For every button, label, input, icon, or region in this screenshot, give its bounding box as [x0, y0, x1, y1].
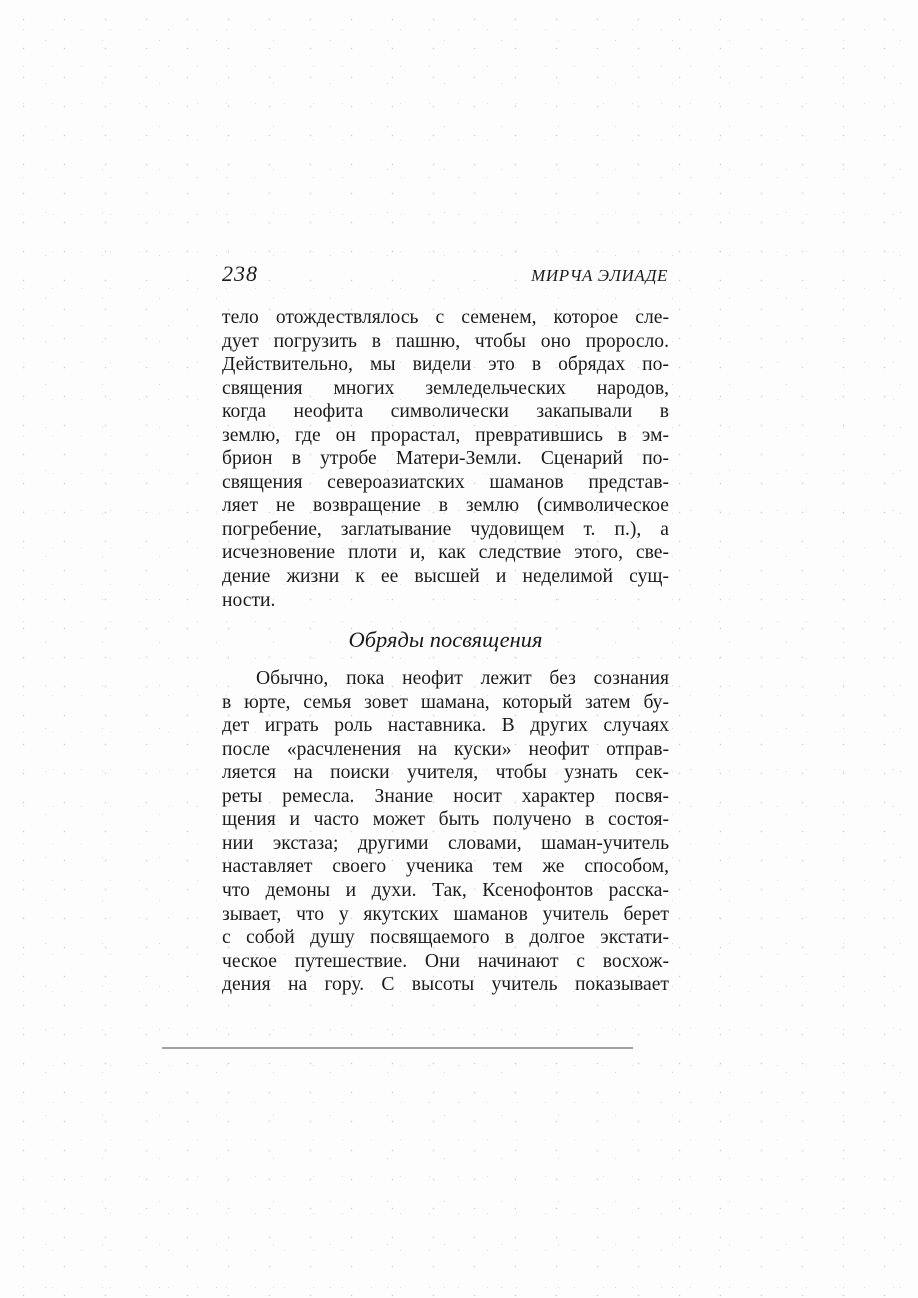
- text-line: тело отождествлялось с семенем, которое сле-: [222, 307, 669, 328]
- text-line: дует погрузить в пашню, чтобы оно проросло.: [222, 330, 669, 352]
- text-line: дет играть роль наставника. В других случаях: [222, 715, 669, 737]
- text-line: в юрте, семья зовет шамана, который затем бу-: [222, 691, 669, 713]
- page-number: 238: [222, 261, 258, 286]
- text-block: [222, 306, 669, 997]
- text-line: после «расчленения на куски» неофит отправ-: [222, 738, 669, 760]
- text-line: что демоны и духи. Так, Ксенофонтов расска-: [222, 880, 669, 902]
- text-line: священия североазиатских шаманов представ-: [222, 471, 669, 493]
- running-header-title: МИРЧА ЭЛИАДЕ: [531, 266, 668, 285]
- text-line: зывает, что у якутских шаманов учитель берет: [222, 903, 669, 925]
- running-header: [222, 261, 668, 287]
- text-line: погребение, заглатывание чудовищем т. п.), а: [222, 518, 669, 540]
- text-line: когда неофита символически закапывали в: [222, 401, 669, 423]
- text-line: Действительно, мы видели это в обрядах по-: [222, 354, 669, 376]
- text-line: щения и часто может быть получено в состоя-: [222, 809, 669, 831]
- page-divider: [162, 1047, 633, 1049]
- text-line: дения на гору. С высоты учитель показывает: [222, 974, 669, 996]
- text-line: ческое путешествие. Они начинают с восхож-: [222, 950, 669, 972]
- text-line: священия многих земледельческих народов,: [222, 377, 669, 399]
- text-line: землю, где он прорастал, превратившись в эм-: [222, 424, 669, 446]
- text-line: реты ремесла. Знание носит характер посвя-: [222, 785, 669, 807]
- text-line: исчезновение плоти и, как следствие этого, све-: [222, 542, 669, 564]
- section-heading: Обряды посвящения: [348, 627, 543, 653]
- text-line: наставляет своего ученика тем же способом,: [222, 856, 669, 878]
- paragraph: [222, 306, 669, 612]
- text-line: Обычно, пока неофит лежит без сознания: [256, 668, 669, 690]
- text-line: ности.: [222, 589, 276, 611]
- text-line: дение жизни к ее высшей и неделимой сущ-: [222, 566, 669, 588]
- text-line: ляет не возвращение в землю (символическое: [222, 495, 669, 517]
- paragraph: [222, 667, 669, 997]
- text-line: ляется на поиски учителя, чтобы узнать сек-: [222, 762, 669, 784]
- text-line: нии экстаза; другими словами, шаман-учитель: [222, 832, 669, 854]
- text-line: брион в утробе Матери-Земли. Сценарий по-: [222, 448, 669, 470]
- text-line: с собой душу посвящаемого в долгое экстати-: [222, 927, 669, 949]
